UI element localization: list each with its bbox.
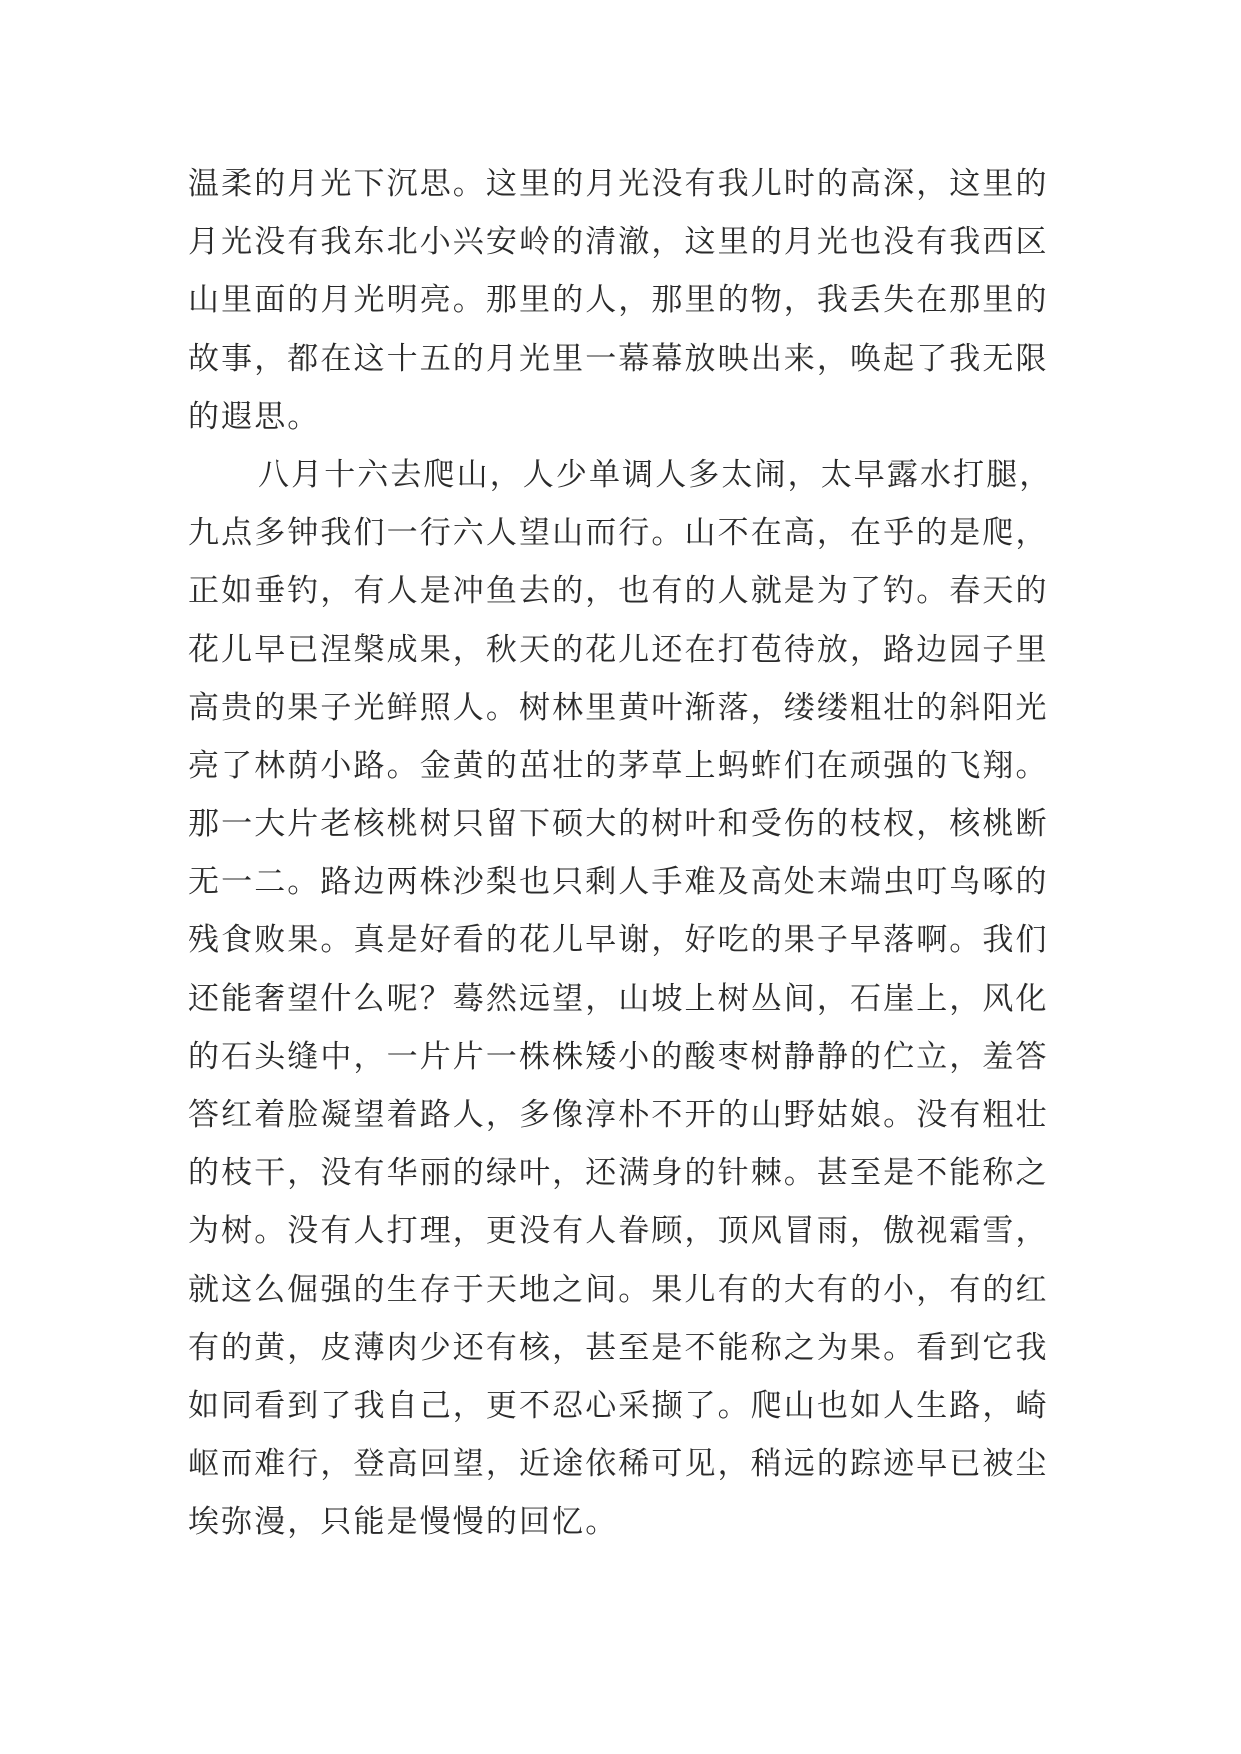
text-line: 就这么倔强的生存于天地之间。果儿有的大有的小，有的红 [188,1271,1049,1308]
paragraph-2 [188,446,1068,1552]
text-line: 月光没有我东北小兴安岭的清澈，这里的月光也没有我西区 [188,224,1049,261]
paragraph-1 [188,155,1068,446]
text-line: 埃弥漫，只能是慢慢的回忆。 [188,1504,619,1541]
text-line: 无一二。路边两株沙梨也只剩人手难及高处末端虫叮鸟啄的 [188,864,1049,901]
text-line: 的石头缝中，一片片一株株矮小的酸枣树静静的伫立，羞答 [188,1038,1049,1075]
text-line: 温柔的月光下沉思。这里的月光没有我儿时的高深，这里的 [188,166,1049,202]
text-line: 答红着脸凝望着路人，多像淳朴不开的山野姑娘。没有粗壮 [188,1097,1049,1133]
body-text [188,155,1068,1552]
text-line: 岖而难行，登高回望，近途依稀可见，稍远的踪迹早已被尘 [188,1446,1049,1483]
text-line: 残食败果。真是好看的花儿早谢，好吃的果子早落啊。我们 [188,922,1049,959]
text-line: 如同看到了我自己，更不忍心采撷了。爬山也如人生路，崎 [188,1387,1049,1424]
text-line: 为树。没有人打理，更没有人眷顾，顶风冒雨，傲视霜雪， [188,1213,1049,1250]
text-line: 花儿早已涅槃成果，秋天的花儿还在打苞待放，路边园子里 [188,631,1049,668]
text-line: 故事，都在这十五的月光里一幕幕放映出来，唤起了我无限 [188,340,1049,377]
text-line: 有的黄，皮薄肉少还有核，甚至是不能称之为果。看到它我 [188,1329,1049,1366]
text-line: 高贵的果子光鲜照人。树林里黄叶渐落，缕缕粗壮的斜阳光 [188,689,1049,726]
text-line: 正如垂钓，有人是冲鱼去的，也有的人就是为了钓。春天的 [188,573,1049,610]
text-line: 亮了林荫小路。金黄的茁壮的茅草上蚂蚱们在顽强的飞翔。 [188,747,1049,784]
text-line: 那一大片老核桃树只留下硕大的树叶和受伤的枝杈，核桃断 [188,806,1049,843]
text-line: 山里面的月光明亮。那里的人，那里的物，我丢失在那里的 [188,282,1049,319]
text-line: 的遐思。 [188,398,321,435]
text-line: 的枝干，没有华丽的绿叶，还满身的针棘。甚至是不能称之 [188,1155,1049,1192]
text-line: 还能奢望什么呢？蓦然远望，山坡上树丛间，石崖上，风化 [188,980,1049,1017]
text-line-first: 八月十六去爬山，人少单调人多太闹，太早露水打腿， [258,456,1053,493]
text-line: 九点多钟我们一行六人望山而行。山不在高，在乎的是爬， [188,515,1049,552]
